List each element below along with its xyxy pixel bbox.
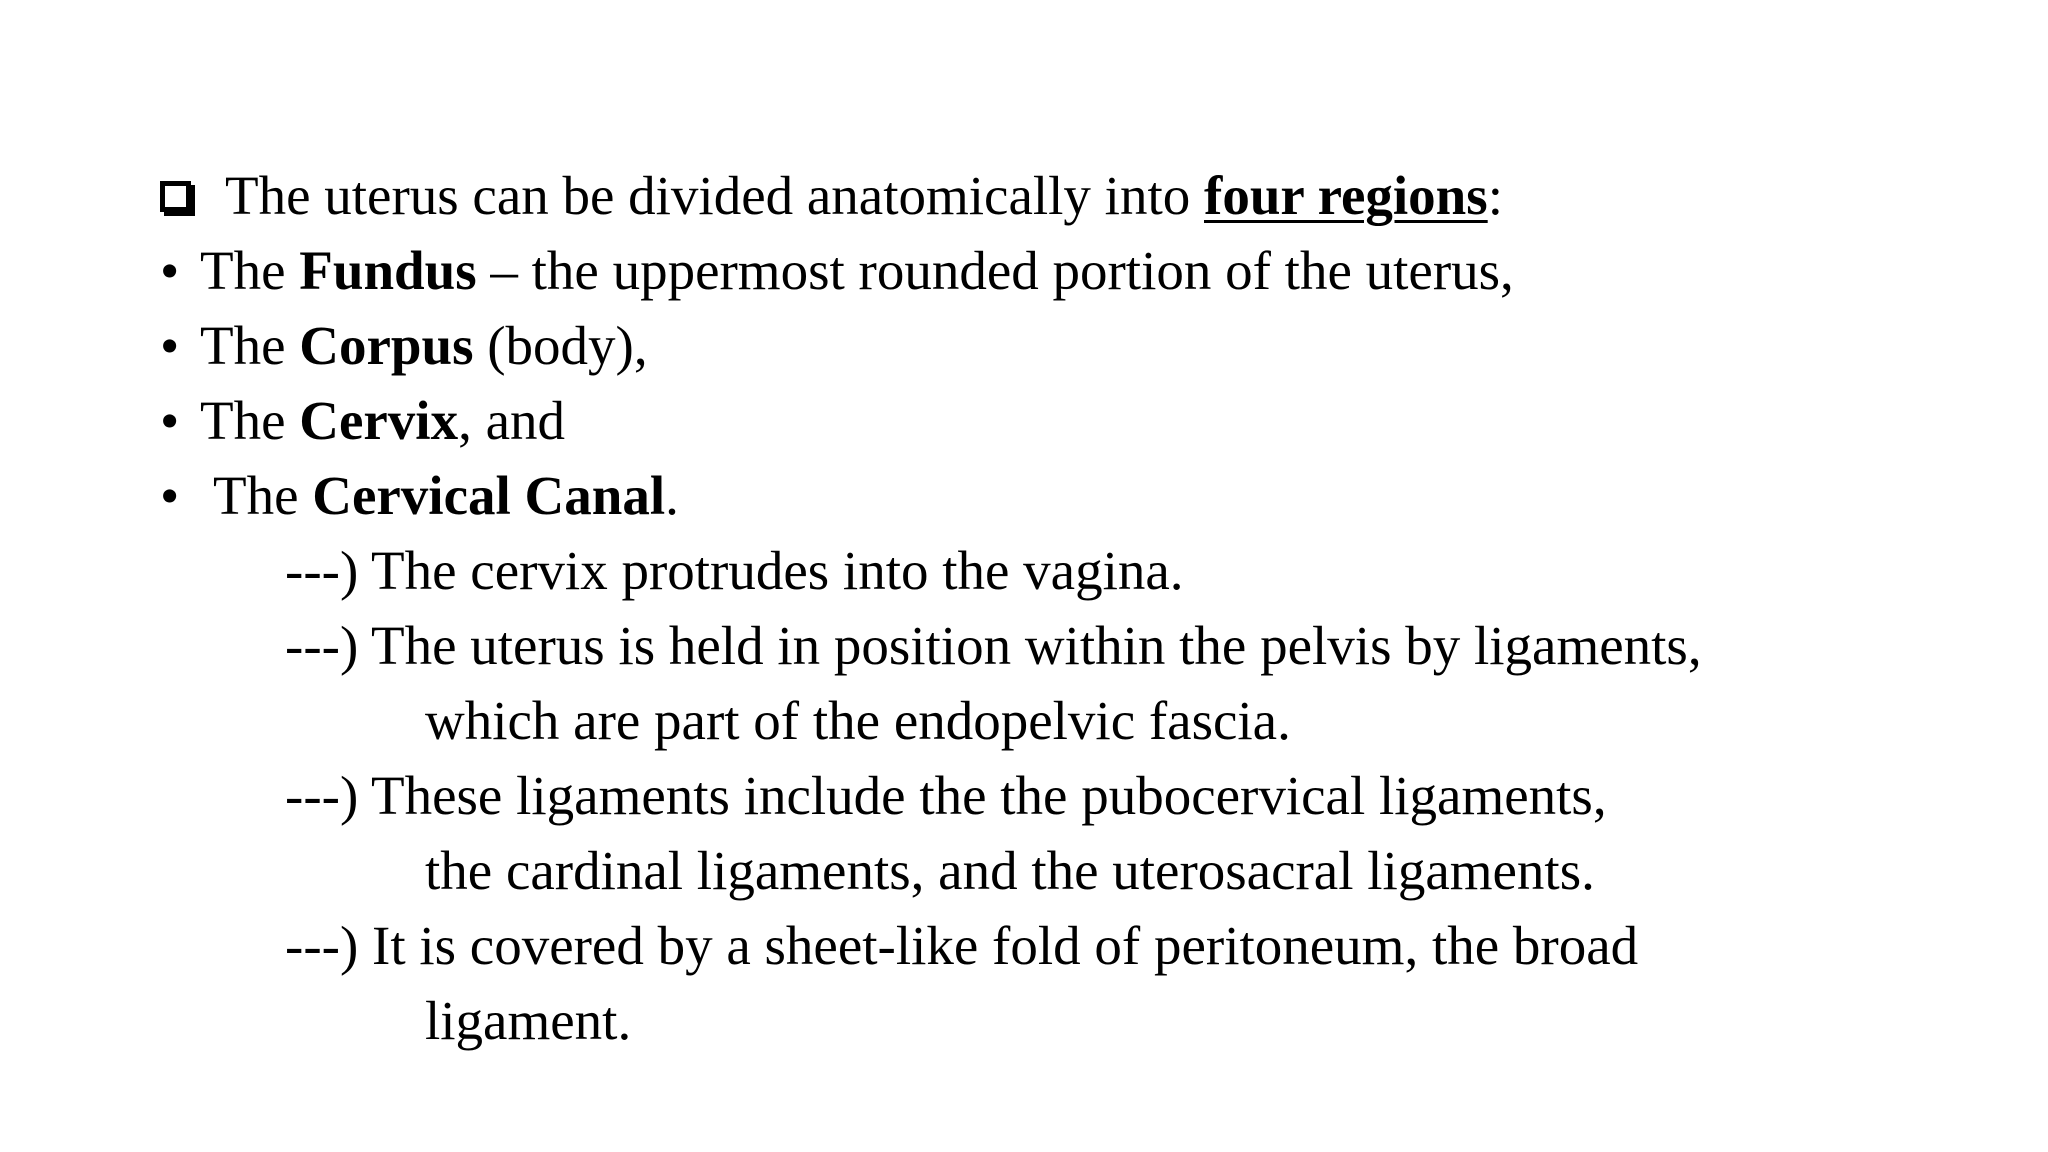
bullet-icon: • bbox=[160, 240, 180, 301]
note-line: ---) The uterus is held in position within the pelvis by ligaments, bbox=[285, 615, 1702, 676]
note-line: ---) The cervix protrudes into the vagina. bbox=[285, 540, 1184, 601]
region-term: Corpus bbox=[299, 315, 474, 376]
region-suffix: (body), bbox=[473, 315, 648, 376]
region-item-cervix bbox=[160, 383, 565, 458]
note-line: ---) These ligaments include the the pubocervical ligaments, bbox=[285, 765, 1607, 826]
region-item-fundus bbox=[160, 233, 1514, 308]
region-suffix: – the uppermost rounded portion of the uterus, bbox=[476, 240, 1514, 301]
region-prefix: The bbox=[213, 465, 313, 526]
heading-suffix: : bbox=[1487, 165, 1503, 226]
region-prefix: The bbox=[200, 315, 300, 376]
region-item-cervical-canal bbox=[160, 458, 679, 533]
checkbox-bullet-icon bbox=[160, 181, 191, 212]
heading-line bbox=[160, 158, 1503, 233]
bullet-icon: • bbox=[160, 315, 180, 376]
region-suffix: , and bbox=[458, 390, 566, 451]
region-suffix: . bbox=[665, 465, 679, 526]
bullet-icon: • bbox=[160, 465, 180, 526]
region-prefix: The bbox=[200, 240, 300, 301]
region-item-corpus bbox=[160, 308, 648, 383]
note-continuation: the cardinal ligaments, and the uterosacral ligaments. bbox=[425, 840, 1595, 901]
note-line: ---) It is covered by a sheet-like fold of peritoneum, the broad bbox=[285, 915, 1639, 976]
note-continuation: ligament. bbox=[425, 990, 632, 1051]
heading-emphasis: four regions bbox=[1204, 165, 1488, 226]
heading-prefix: The uterus can be divided anatomically into bbox=[225, 165, 1204, 226]
bullet-icon: • bbox=[160, 390, 180, 451]
region-term: Cervix bbox=[299, 390, 459, 451]
region-term: Cervical Canal bbox=[312, 465, 666, 526]
note-continuation: which are part of the endopelvic fascia. bbox=[425, 690, 1291, 751]
region-term: Fundus bbox=[299, 240, 477, 301]
region-prefix: The bbox=[200, 390, 300, 451]
